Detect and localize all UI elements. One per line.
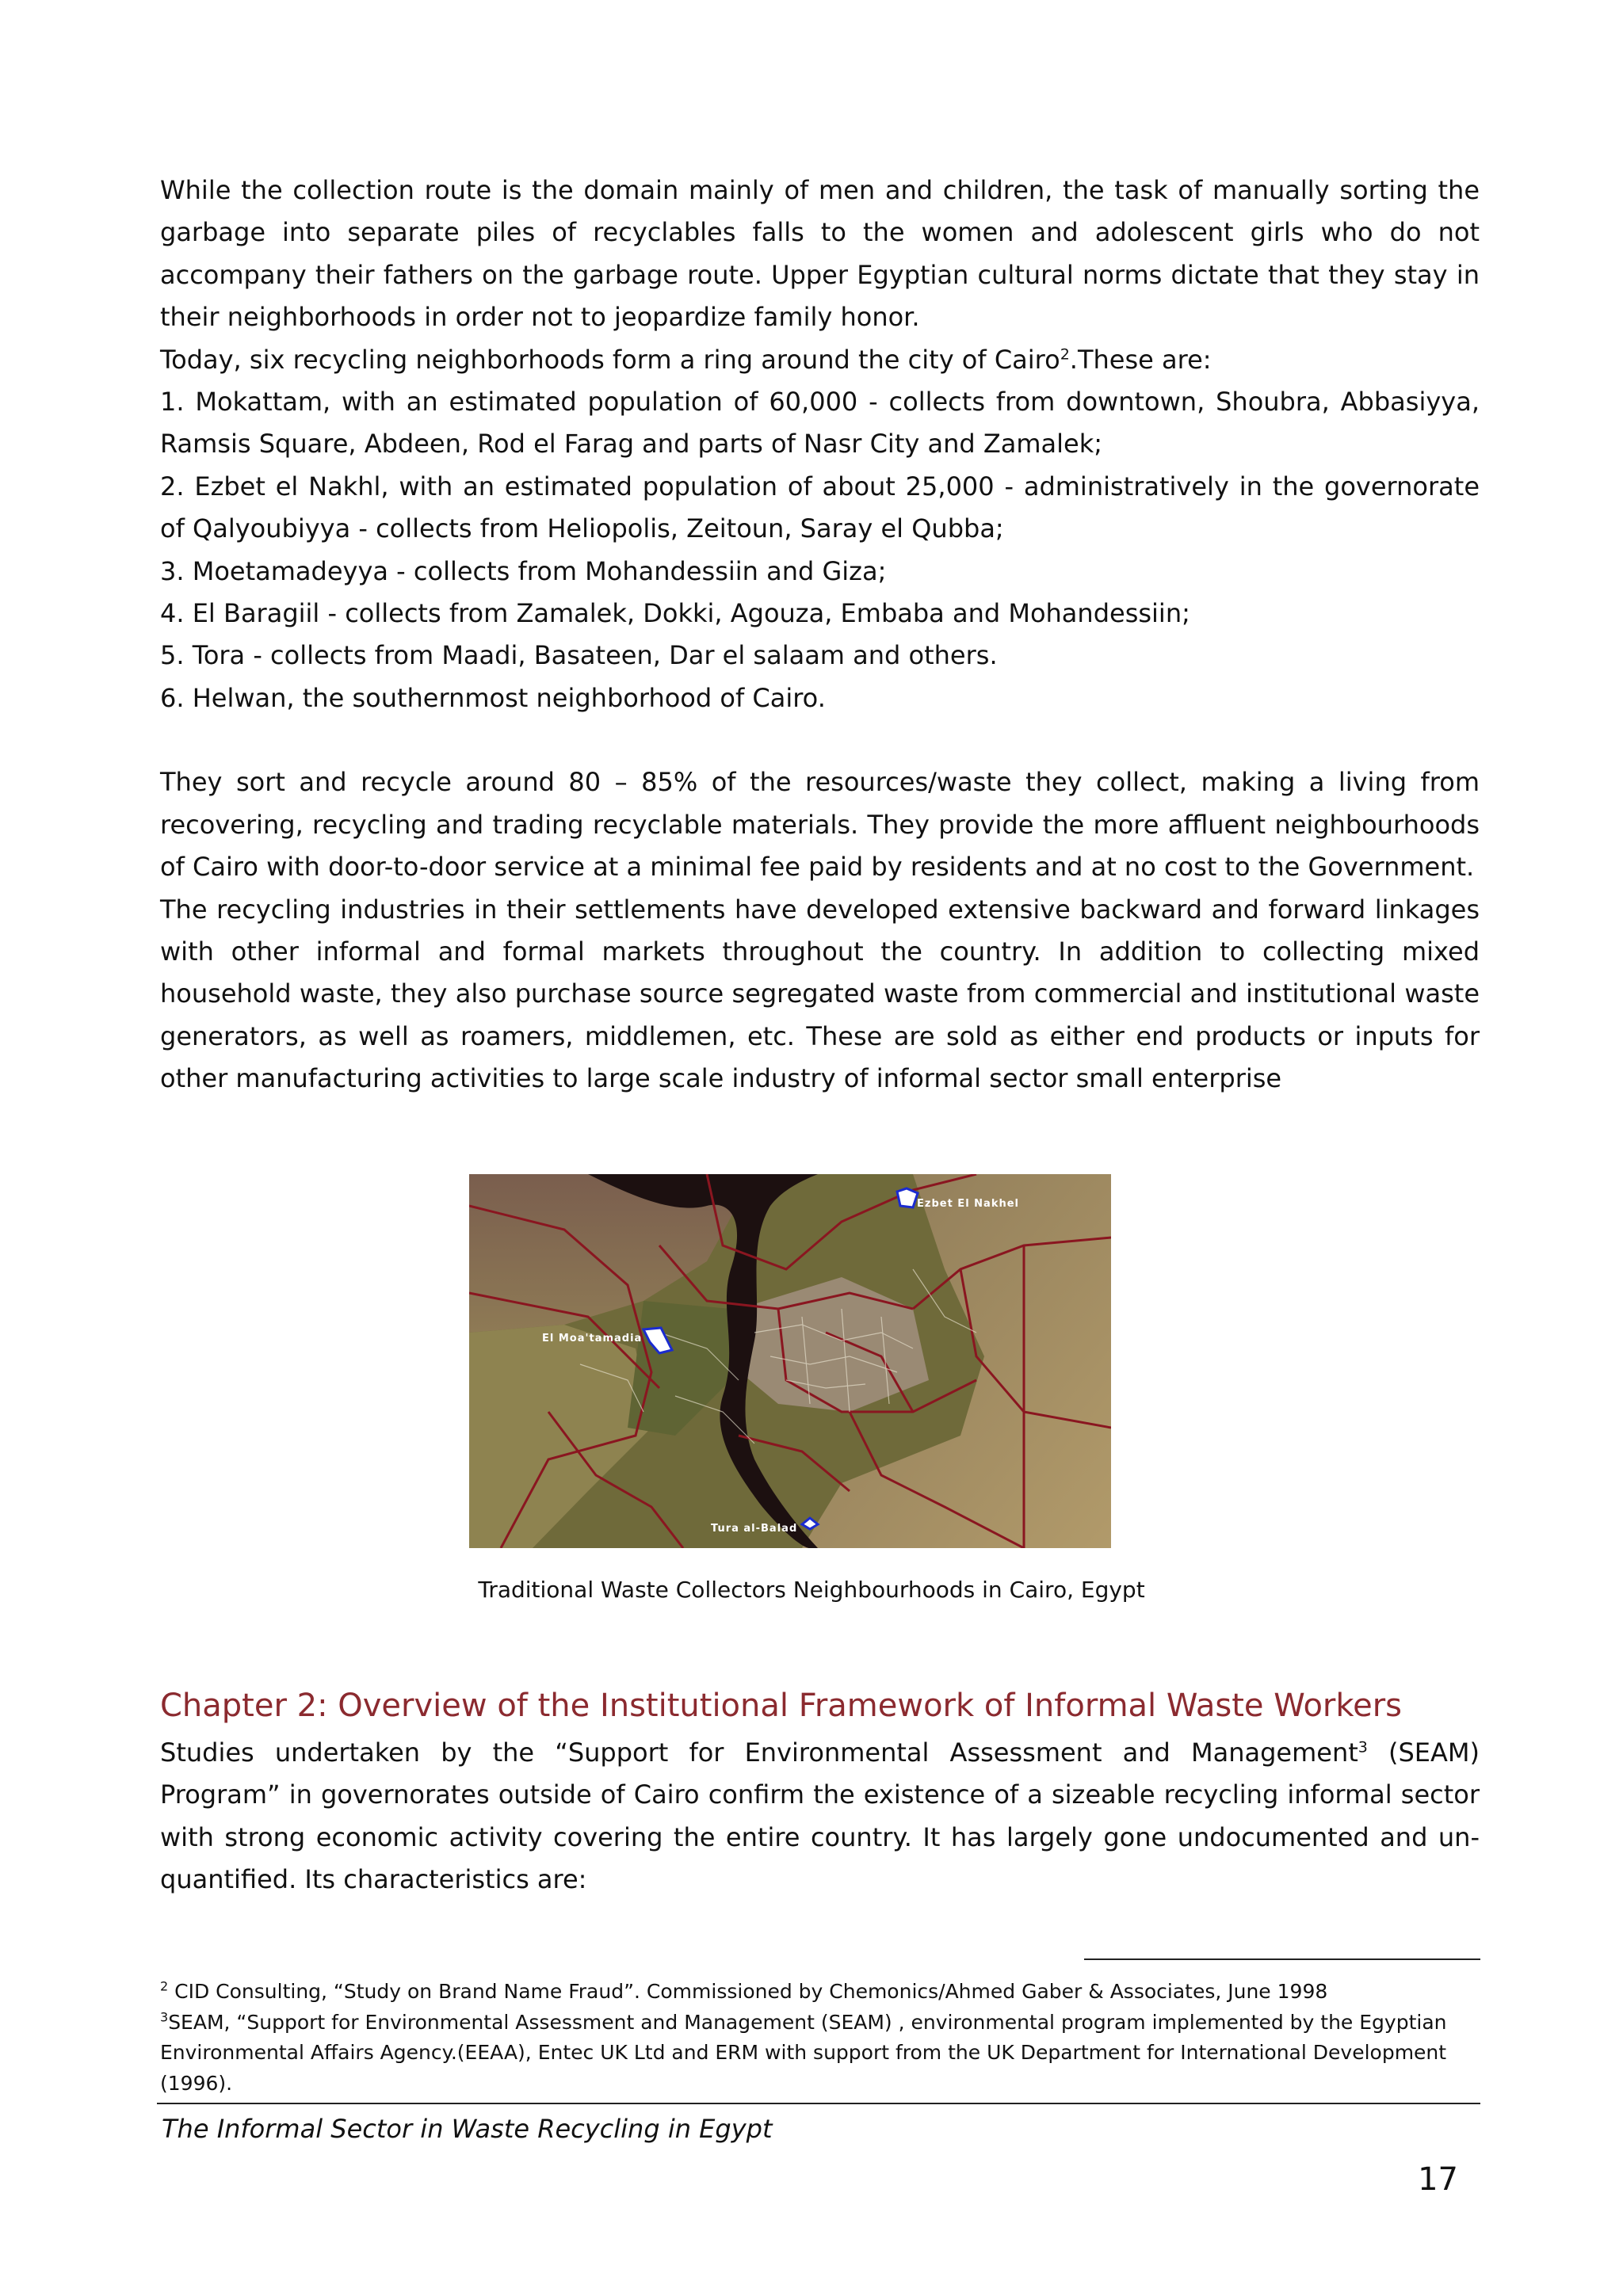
page-number: 17 (1418, 2161, 1458, 2198)
footnotes (160, 1977, 1480, 2099)
footnote-ref-2[interactable]: 2 (1060, 345, 1070, 363)
footnote-separator (1084, 1958, 1480, 1960)
map-label-ezbet-el-nakhel: Ezbet El Nakhel (917, 1198, 1019, 1210)
chapter-title: Chapter 2: Overview of the Institutional Framework of Informal Waste Workers (160, 1688, 1402, 1724)
paragraph-gap (160, 719, 1480, 761)
ezbet-el-nakhel-marker[interactable] (897, 1188, 918, 1207)
list-item: 2. Ezbet el Nakhl, with an estimated population of about 25,000 - administratively in the governorate of Qalyoubiyya - collects from Heliopolis, Zeitoun, Saray el Qubba; (160, 471, 1480, 544)
list-item: 5. Tora - collects from Maadi, Basateen, Dar el salaam and others. (160, 640, 998, 671)
list-item: 1. Mokattam, with an estimated population of 60,000 - collects from downtown, Shoubra, Abbasiyya, Ramsis Square, Abdeen, Rod el Farag and parts of Nasr City and Zamalek; (160, 387, 1480, 460)
cairo-map (469, 1174, 1111, 1548)
footnote-2: $^2$ CID Consulting, “Study on Brand Name Fraud”. Commissioned by Chemonics/Ahmed Gaber & Associates, June 1998 (160, 1978, 1328, 2003)
footer-separator (157, 2103, 1480, 2104)
cairo-map-figure (469, 1174, 1111, 1548)
footer-title: The Informal Sector in Waste Recycling in Egypt (162, 2114, 773, 2144)
paragraph-sorting: While the collection route is the domain mainly of men and children, the task of manually sorting the garbage into separate piles of recyclables falls to the women and adolescent girls who do not accompany their fathers on the garbage route. Upper Egyptian cultural norms dictate that they stay in their neighborhoods in order not to jeopardize family honor. (160, 175, 1480, 333)
paragraph-intro: Today, six recycling neighborhoods form a ring around the city of Cairo$^2$.These are: (160, 344, 1212, 375)
paragraph-recycling-industries: The recycling industries in their settlements have developed extensive backward and forward linkages with other informal and formal markets throughout the country. In addition to collecting mixed household waste, they also purchase source segregated waste from commercial and institutional waste generators, as well as roamers, middlemen, etc. These are sold as either end products or inputs for other manufacturing activities to large scale industry of informal sector small enterprise (160, 894, 1480, 1094)
footnote-3: $^3$SEAM, “Support for Environmental Assessment and Management (SEAM) , environmental program implemented by the Egyptian Environmental Affairs Agency.(EEAA), Entec UK Ltd and ERM with support from the UK Department for International Development (1996). (160, 2009, 1447, 2095)
list-item: 6. Helwan, the southernmost neighborhood of Cairo. (160, 682, 826, 713)
list-item: 3. Moetamadeyya - collects from Mohandessiin and Giza; (160, 555, 887, 586)
paragraph-seam: Studies undertaken by the “Support for Environmental Assessment and Management$^3$ (SEAM) Program” in governorates outside of Cairo confirm the existence of a sizeable recycling informal sector with strong economic activity covering the entire country. It has largely gone undocumented and un-quantified. Its characteristics are: (160, 1737, 1480, 1895)
body-text-top (160, 170, 1480, 1100)
map-label-tura-al-balad: Tura al-Balad (711, 1523, 798, 1535)
footnote-ref-3[interactable]: 3 (1358, 1738, 1368, 1756)
map-label-el-moatamadia: El Moa'tamadia (542, 1333, 643, 1344)
paragraph-sorting-recycling: They sort and recycle around 80 – 85% of the resources/waste they collect, making a living from recovering, recycling and trading recyclable materials. They provide the more affluent neighbourhoods of Cairo with door-to-door service at a minimal fee paid by residents and at no cost to the Government. (160, 767, 1480, 883)
figure-caption: Traditional Waste Collectors Neighbourhoods in Cairo, Egypt (478, 1577, 1145, 1603)
list-item: 4. El Baragiil - collects from Zamalek, Dokki, Agouza, Embaba and Mohandessiin; (160, 598, 1190, 629)
chapter-body (160, 1732, 1480, 1901)
